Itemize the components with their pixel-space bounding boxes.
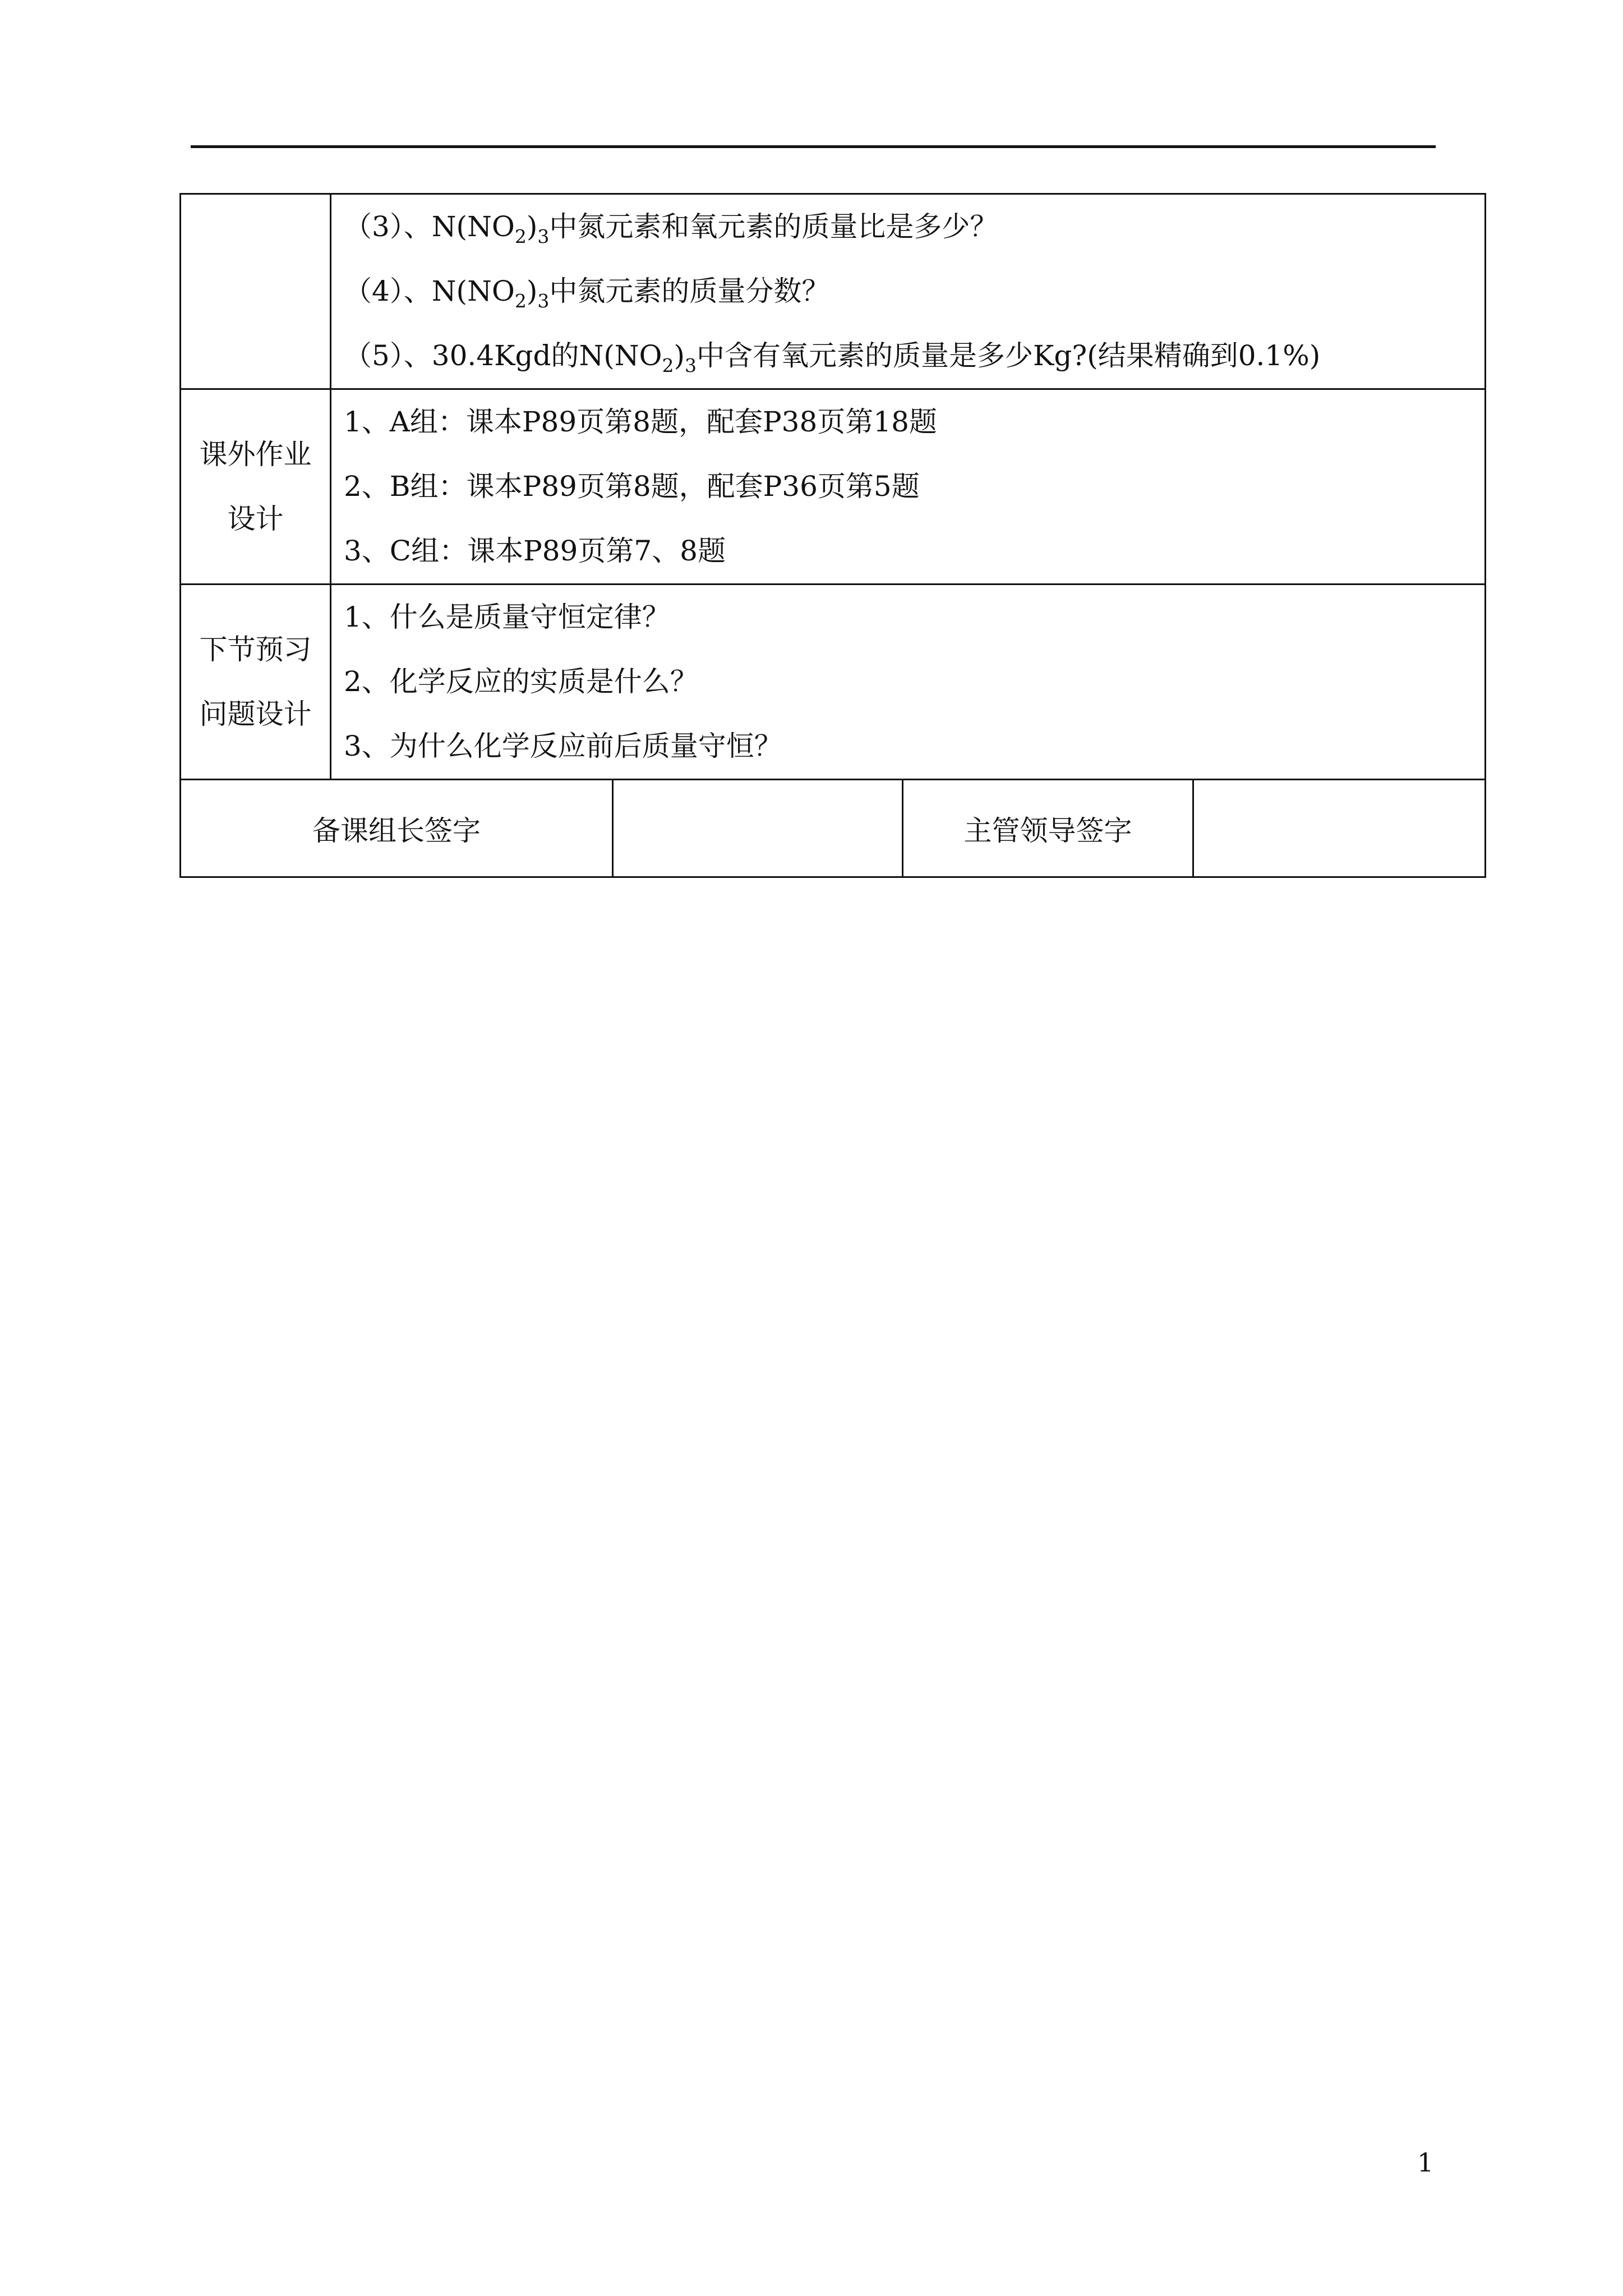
subscript: 2 [662, 355, 674, 376]
preview-label-cell [181, 585, 331, 780]
subscript: 3 [537, 290, 550, 312]
group-leader-signature-field [613, 780, 903, 877]
exercise-text: ) [526, 275, 538, 307]
subscript: 2 [514, 290, 527, 312]
exercise-item [344, 324, 1484, 388]
homework-item: 2、B组：课本P89页第8题，配套P36页第5题 [344, 470, 920, 503]
homework-item: 1、A组：课本P89页第8题，配套P38页第18题 [344, 406, 937, 438]
header-rule [191, 145, 1436, 148]
exercise-text: 中氮元素和氧元素的质量比是多少？ [549, 210, 998, 243]
lesson-plan-table [179, 193, 1486, 878]
preview-row [181, 585, 1486, 780]
group-leader-signature-label: 备课组长签字 [181, 780, 613, 877]
signature-row [181, 780, 1486, 877]
exercise-text: 中含有氧元素的质量是多少Kg?(结果精确到0.1%) [697, 339, 1321, 372]
preview-label-line1: 下节预习 [199, 633, 312, 666]
homework-label-cell [181, 389, 331, 585]
exercise-label-cell [181, 194, 331, 389]
exercise-text: ) [674, 339, 685, 372]
exercise-content-cell [331, 194, 1486, 389]
exercise-text: （5）、30.4Kgd的N(NO [344, 339, 662, 372]
preview-label-line2: 问题设计 [199, 697, 312, 730]
preview-item: 2、化学反应的实质是什么？ [344, 665, 698, 698]
exercise-row [181, 194, 1486, 389]
homework-row [181, 389, 1486, 585]
subscript: 3 [537, 226, 550, 247]
preview-item: 1、什么是质量守恒定律？ [344, 601, 670, 633]
supervisor-signature-label: 主管领导签字 [903, 780, 1193, 877]
subscript: 3 [685, 355, 697, 376]
exercise-text: （4）、N(NO [344, 275, 515, 307]
homework-label-line2: 设计 [227, 502, 284, 535]
exercise-text: ) [526, 210, 538, 243]
exercise-item [344, 195, 1484, 259]
exercise-text: （3）、N(NO [344, 210, 515, 243]
exercise-text: 中氮元素的质量分数？ [549, 275, 830, 307]
homework-content-cell [331, 389, 1486, 585]
subscript: 2 [514, 226, 527, 247]
homework-label-line1: 课外作业 [199, 438, 312, 471]
preview-content-cell [331, 585, 1486, 780]
preview-item: 3、为什么化学反应前后质量守恒？ [344, 730, 782, 762]
page-number: 1 [1417, 2147, 1434, 2178]
homework-item: 3、C组：课本P89页第7、8题 [344, 535, 726, 567]
supervisor-signature-field [1193, 780, 1486, 877]
exercise-item [344, 259, 1484, 324]
